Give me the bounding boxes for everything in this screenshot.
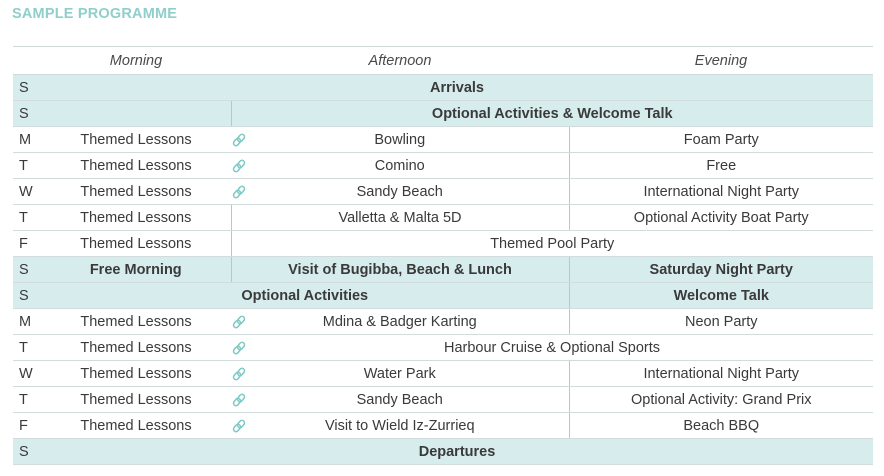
header-row	[13, 47, 873, 75]
table-row	[13, 231, 873, 257]
afternoon-cell: Valletta & Malta 5D	[231, 205, 569, 231]
evening-cell: Welcome Talk	[569, 283, 873, 309]
day-cell: T	[13, 335, 41, 361]
morning-cell: Themed Lessons	[41, 413, 231, 439]
table-row	[13, 127, 873, 153]
table-row	[13, 439, 873, 465]
afternoon-evening-cell: Themed Pool Party	[231, 231, 873, 257]
table-row	[13, 361, 873, 387]
table-row	[13, 335, 873, 361]
table-row	[13, 179, 873, 205]
full-day-cell: Departures	[41, 439, 873, 465]
afternoon-cell	[231, 413, 569, 439]
day-cell: T	[13, 153, 41, 179]
afternoon-evening-cell: Optional Activities & Welcome Talk	[231, 101, 873, 127]
evening-cell: Saturday Night Party	[569, 257, 873, 283]
afternoon-evening-text: Harbour Cruise & Optional Sports	[444, 339, 660, 356]
morning-afternoon-cell: Optional Activities	[41, 283, 569, 309]
afternoon-cell	[231, 387, 569, 413]
table-row	[13, 257, 873, 283]
header-afternoon: Afternoon	[231, 47, 569, 75]
page-title: SAMPLE PROGRAMME	[12, 6, 178, 22]
programme-table	[13, 46, 873, 465]
link-icon[interactable]	[231, 184, 247, 200]
day-cell: S	[13, 257, 41, 283]
day-cell: F	[13, 231, 41, 257]
day-cell: F	[13, 413, 41, 439]
morning-cell: Themed Lessons	[41, 361, 231, 387]
day-cell: S	[13, 101, 41, 127]
link-icon[interactable]	[231, 314, 247, 330]
evening-cell: Free	[569, 153, 873, 179]
evening-cell: Neon Party	[569, 309, 873, 335]
evening-cell: International Night Party	[569, 361, 873, 387]
afternoon-cell	[231, 127, 569, 153]
afternoon-cell	[231, 179, 569, 205]
afternoon-cell	[231, 361, 569, 387]
day-cell: W	[13, 179, 41, 205]
morning-cell: Themed Lessons	[41, 205, 231, 231]
morning-cell: Themed Lessons	[41, 231, 231, 257]
link-icon[interactable]	[231, 418, 247, 434]
header-evening: Evening	[569, 47, 873, 75]
morning-cell: Themed Lessons	[41, 127, 231, 153]
evening-cell: International Night Party	[569, 179, 873, 205]
afternoon-text: Water Park	[363, 365, 436, 382]
morning-cell	[41, 101, 231, 127]
link-icon[interactable]	[231, 132, 247, 148]
morning-cell: Themed Lessons	[41, 153, 231, 179]
table-row	[13, 205, 873, 231]
day-cell: S	[13, 283, 41, 309]
day-cell: W	[13, 361, 41, 387]
evening-cell: Beach BBQ	[569, 413, 873, 439]
morning-cell: Themed Lessons	[41, 335, 231, 361]
link-icon[interactable]	[231, 340, 247, 356]
day-cell: T	[13, 387, 41, 413]
day-cell: M	[13, 127, 41, 153]
table-row	[13, 283, 873, 309]
morning-cell: Themed Lessons	[41, 179, 231, 205]
table-row	[13, 153, 873, 179]
morning-cell: Themed Lessons	[41, 309, 231, 335]
link-icon[interactable]	[231, 158, 247, 174]
table-row	[13, 309, 873, 335]
morning-cell: Themed Lessons	[41, 387, 231, 413]
header-morning: Morning	[41, 47, 231, 75]
full-day-cell: Arrivals	[41, 75, 873, 101]
day-cell: M	[13, 309, 41, 335]
afternoon-text: Comino	[374, 157, 425, 174]
evening-cell: Foam Party	[569, 127, 873, 153]
afternoon-text: Sandy Beach	[356, 391, 443, 408]
afternoon-text: Bowling	[374, 131, 426, 148]
day-cell: S	[13, 439, 41, 465]
evening-cell: Optional Activity Boat Party	[569, 205, 873, 231]
afternoon-cell: Visit of Bugibba, Beach & Lunch	[231, 257, 569, 283]
table-row	[13, 101, 873, 127]
afternoon-cell	[231, 309, 569, 335]
table-row	[13, 413, 873, 439]
link-icon[interactable]	[231, 366, 247, 382]
afternoon-text: Mdina & Badger Karting	[322, 313, 477, 330]
day-cell: S	[13, 75, 41, 101]
afternoon-text: Sandy Beach	[356, 183, 443, 200]
afternoon-text: Visit to Wield Iz-Zurrieq	[324, 417, 475, 434]
header-day	[13, 47, 41, 75]
evening-cell: Optional Activity: Grand Prix	[569, 387, 873, 413]
table-row	[13, 387, 873, 413]
afternoon-cell	[231, 153, 569, 179]
table-row	[13, 75, 873, 101]
link-icon[interactable]	[231, 392, 247, 408]
morning-cell: Free Morning	[41, 257, 231, 283]
day-cell: T	[13, 205, 41, 231]
afternoon-evening-cell	[231, 335, 873, 361]
